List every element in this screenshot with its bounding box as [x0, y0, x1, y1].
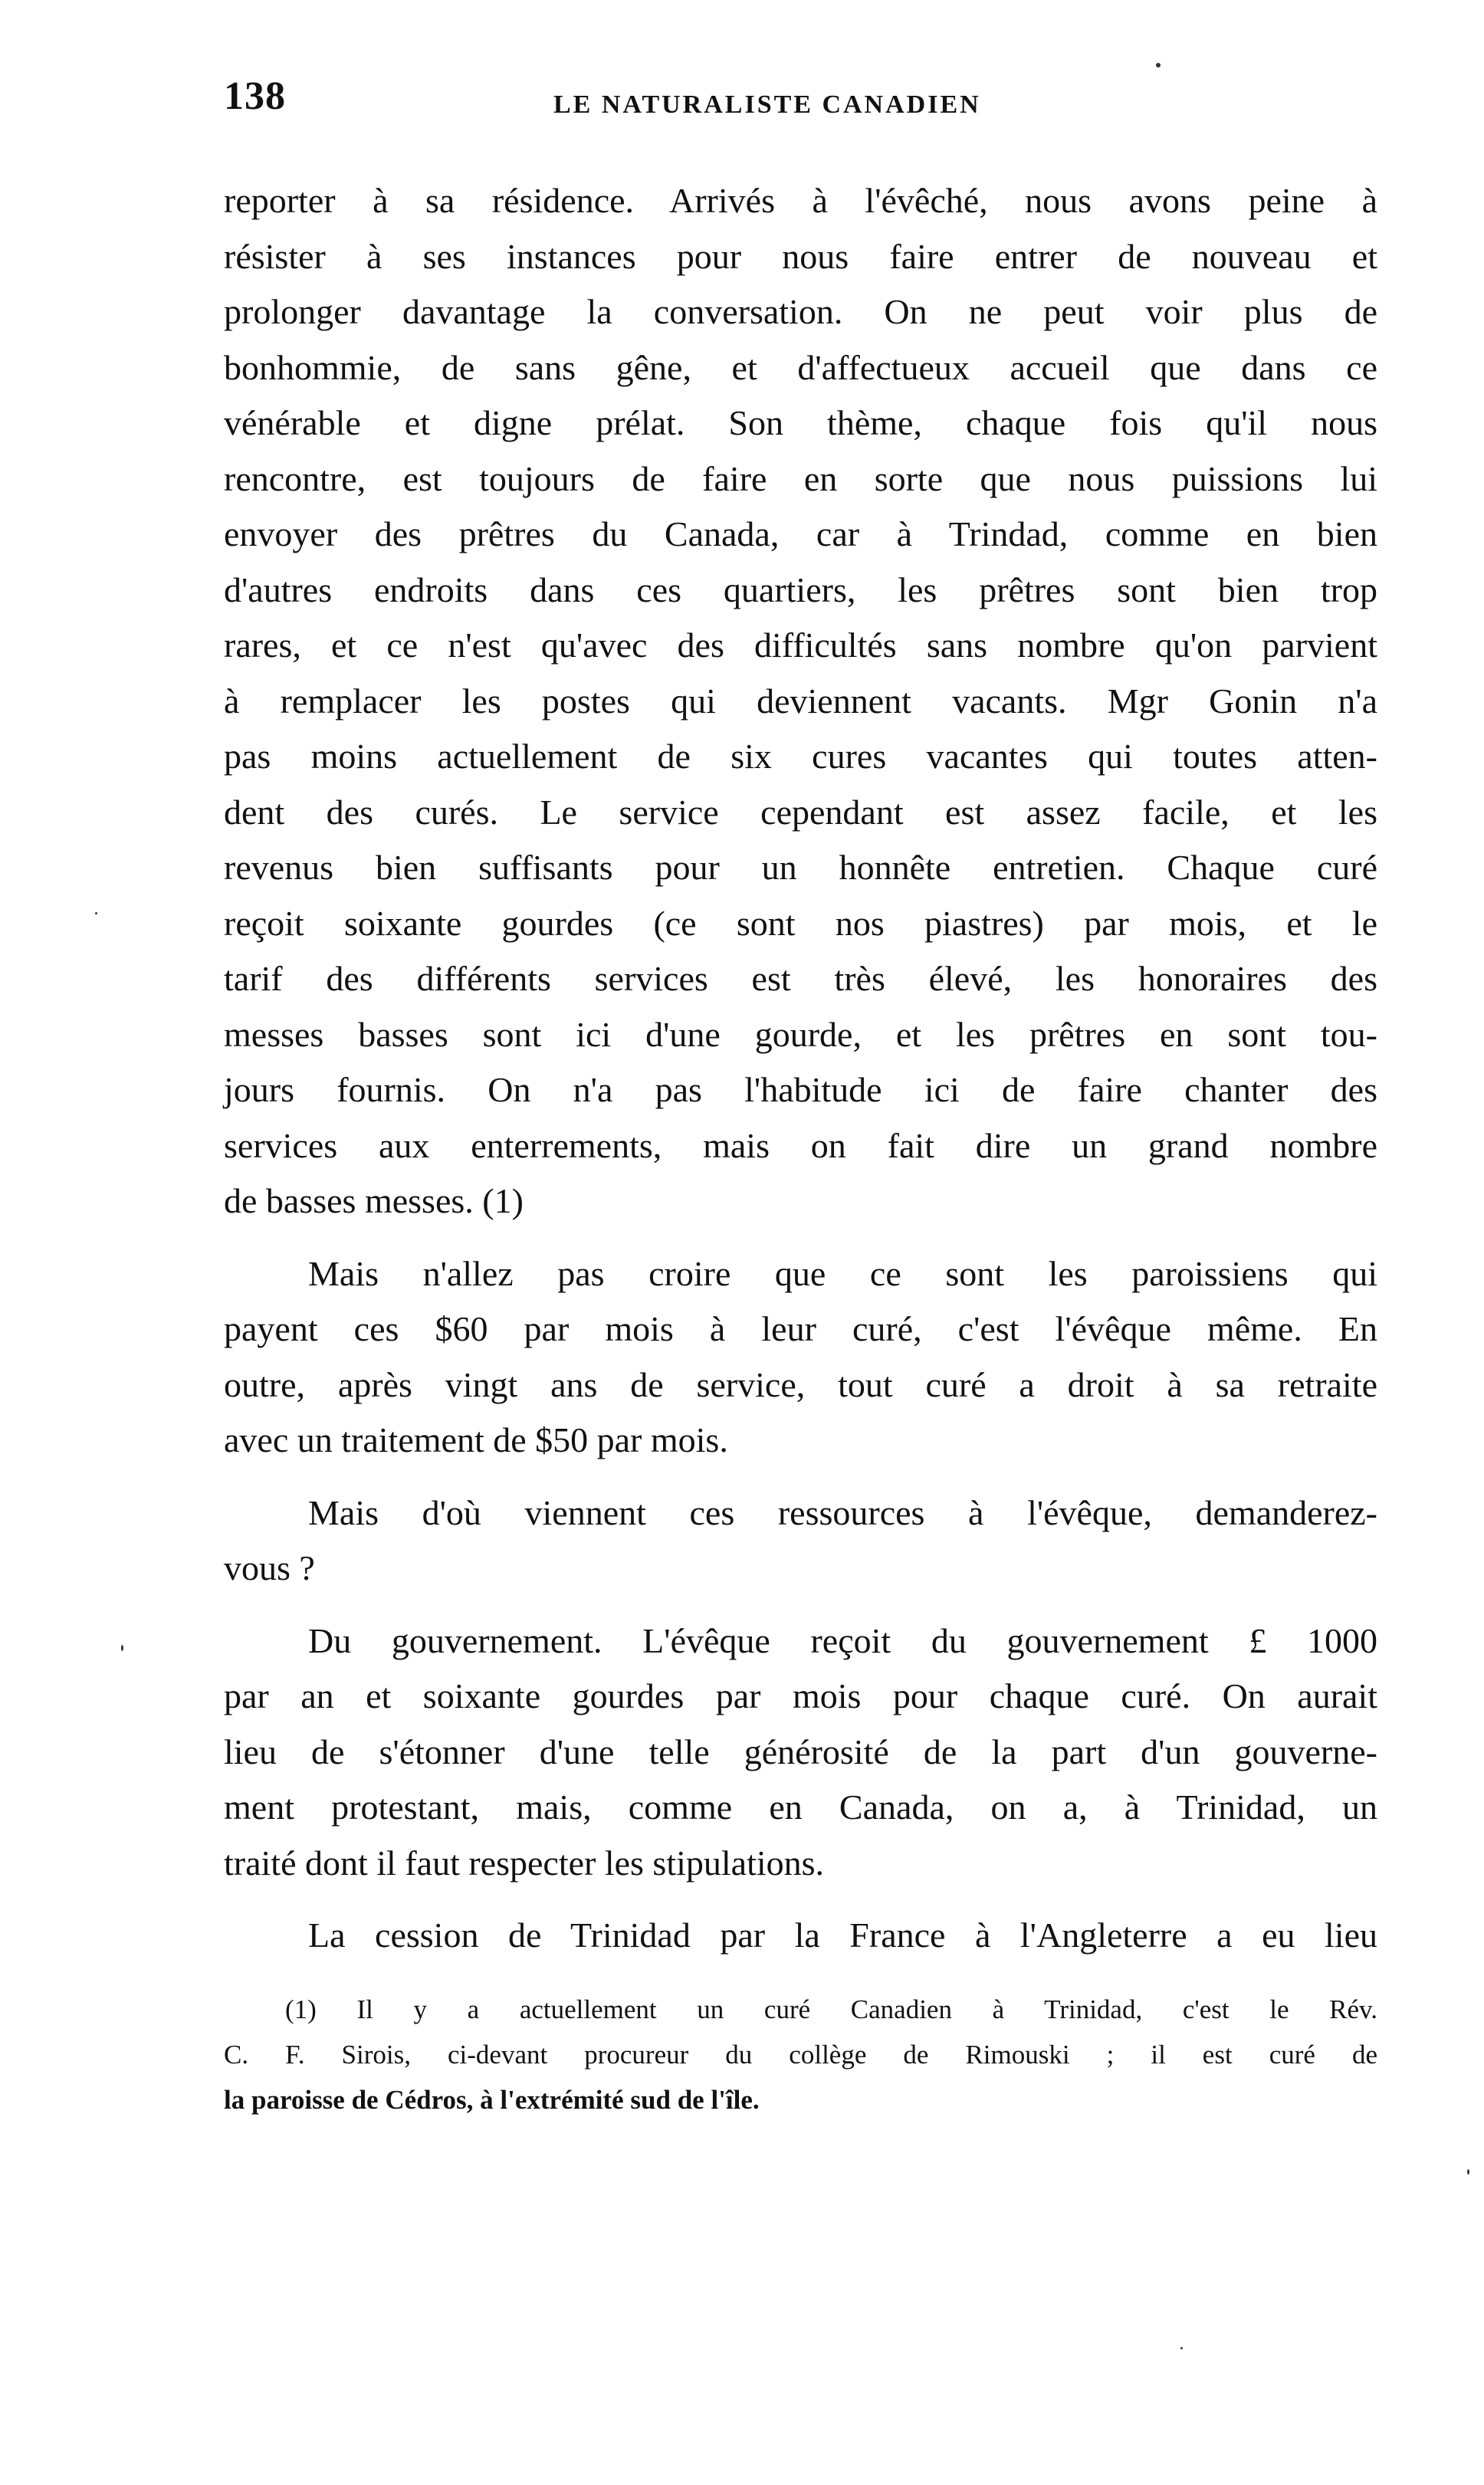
text-line: services aux enterrements, mais on fait dire un grand nombre [224, 1125, 1377, 1165]
text-line: avec un traitement de $50 par mois. [224, 1420, 728, 1459]
text-line: Mais d'où viennent ces ressources à l'évêque, demanderez- [308, 1492, 1377, 1532]
body-text [224, 173, 1377, 1964]
text-line: outre, après vingt ans de service, tout curé a droit à sa retraite [224, 1364, 1377, 1404]
text-line: dent des curés. Le service cependant est assez facile, et les [224, 792, 1377, 832]
text-line: lieu de s'étonner d'une telle générosité de la part d'un gouverne- [224, 1732, 1377, 1771]
text-line: par an et soixante gourdes par mois pour chaque curé. On aurait [224, 1676, 1377, 1715]
scan-speck [121, 1645, 123, 1651]
text-line: bonhommie, de sans gêne, et d'affectueux accueil que dans ce [224, 347, 1377, 387]
paragraph-3 [224, 1485, 1377, 1597]
text-line: résister à ses instances pour nous faire entrer de nouveau et [224, 236, 1377, 276]
text-line: jours fournis. On n'a pas l'habitude ici de faire chanter des [224, 1070, 1377, 1109]
text-line: envoyer des prêtres du Canada, car à Trindad, comme en bien [224, 514, 1377, 553]
text-line: rares, et ce n'est qu'avec des difficultés sans nombre qu'on parvient [224, 625, 1377, 665]
text-line: payent ces $60 par mois à leur curé, c'est l'évêque même. En [224, 1309, 1377, 1348]
scan-speck [1467, 2169, 1469, 2175]
text-line: pas moins actuellement de six cures vacantes qui toutes atten- [224, 737, 1377, 776]
text-line: traité dont il faut respecter les stipulations. [224, 1843, 825, 1883]
paragraph-5 [224, 1908, 1377, 1964]
text-line: Mais n'allez pas croire que ce sont les paroissiens qui [308, 1253, 1377, 1293]
text-line: d'autres endroits dans ces quartiers, les prêtres sont bien trop [224, 570, 1377, 609]
paragraph-2 [224, 1246, 1377, 1469]
text-line: reporter à sa résidence. Arrivés à l'évêché, nous avons peine à [224, 181, 1377, 220]
text-line: reçoit soixante gourdes (ce sont nos piastres) par mois, et le [224, 903, 1377, 943]
text-line: ment protestant, mais, comme en Canada, on a, à Trinidad, un [224, 1787, 1377, 1827]
text-line: à remplacer les postes qui deviennent vacants. Mgr Gonin n'a [224, 681, 1377, 721]
paragraph-4 [224, 1613, 1377, 1892]
page-header [224, 74, 1377, 135]
scan-speck [1180, 2347, 1183, 2349]
text-line: de basses messes. (1) [224, 1181, 524, 1220]
text-line: Du gouvernement. L'évêque reçoit du gouvernement £ 1000 [308, 1620, 1377, 1660]
footnote-line: la paroisse de Cédros, à l'extrémité sud de l'île. [224, 2085, 760, 2115]
text-line: prolonger davantage la conversation. On ne peut voir plus de [224, 292, 1377, 331]
running-title: LE NATURALISTE CANADIEN [553, 90, 981, 119]
footnote [224, 1987, 1377, 2122]
text-line: rencontre, est toujours de faire en sorte que nous puissions lui [224, 458, 1377, 498]
text-line: La cession de Trinidad par la France à l'Angleterre a eu lieu [308, 1915, 1377, 1955]
text-line: revenus bien suffisants pour un honnête entretien. Chaque curé [224, 848, 1377, 887]
paragraph-1 [224, 173, 1377, 1229]
footnote-line: (1) Il y a actuellement un curé Canadien à Trinidad, c'est le Rév. [285, 1994, 1377, 2024]
page-number: 138 [224, 74, 286, 118]
text-line: messes basses sont ici d'une gourde, et les prêtres en sont tou- [224, 1014, 1377, 1054]
footnote-line: C. F. Sirois, ci-devant procureur du collège de Rimouski ; il est curé de [224, 2040, 1377, 2070]
scan-speck [1156, 63, 1161, 67]
text-line: vous ? [224, 1548, 315, 1587]
scan-speck [95, 912, 97, 914]
text-line: vénérable et digne prélat. Son thème, chaque fois qu'il nous [224, 403, 1377, 442]
text-line: tarif des différents services est très élevé, les honoraires des [224, 959, 1377, 998]
